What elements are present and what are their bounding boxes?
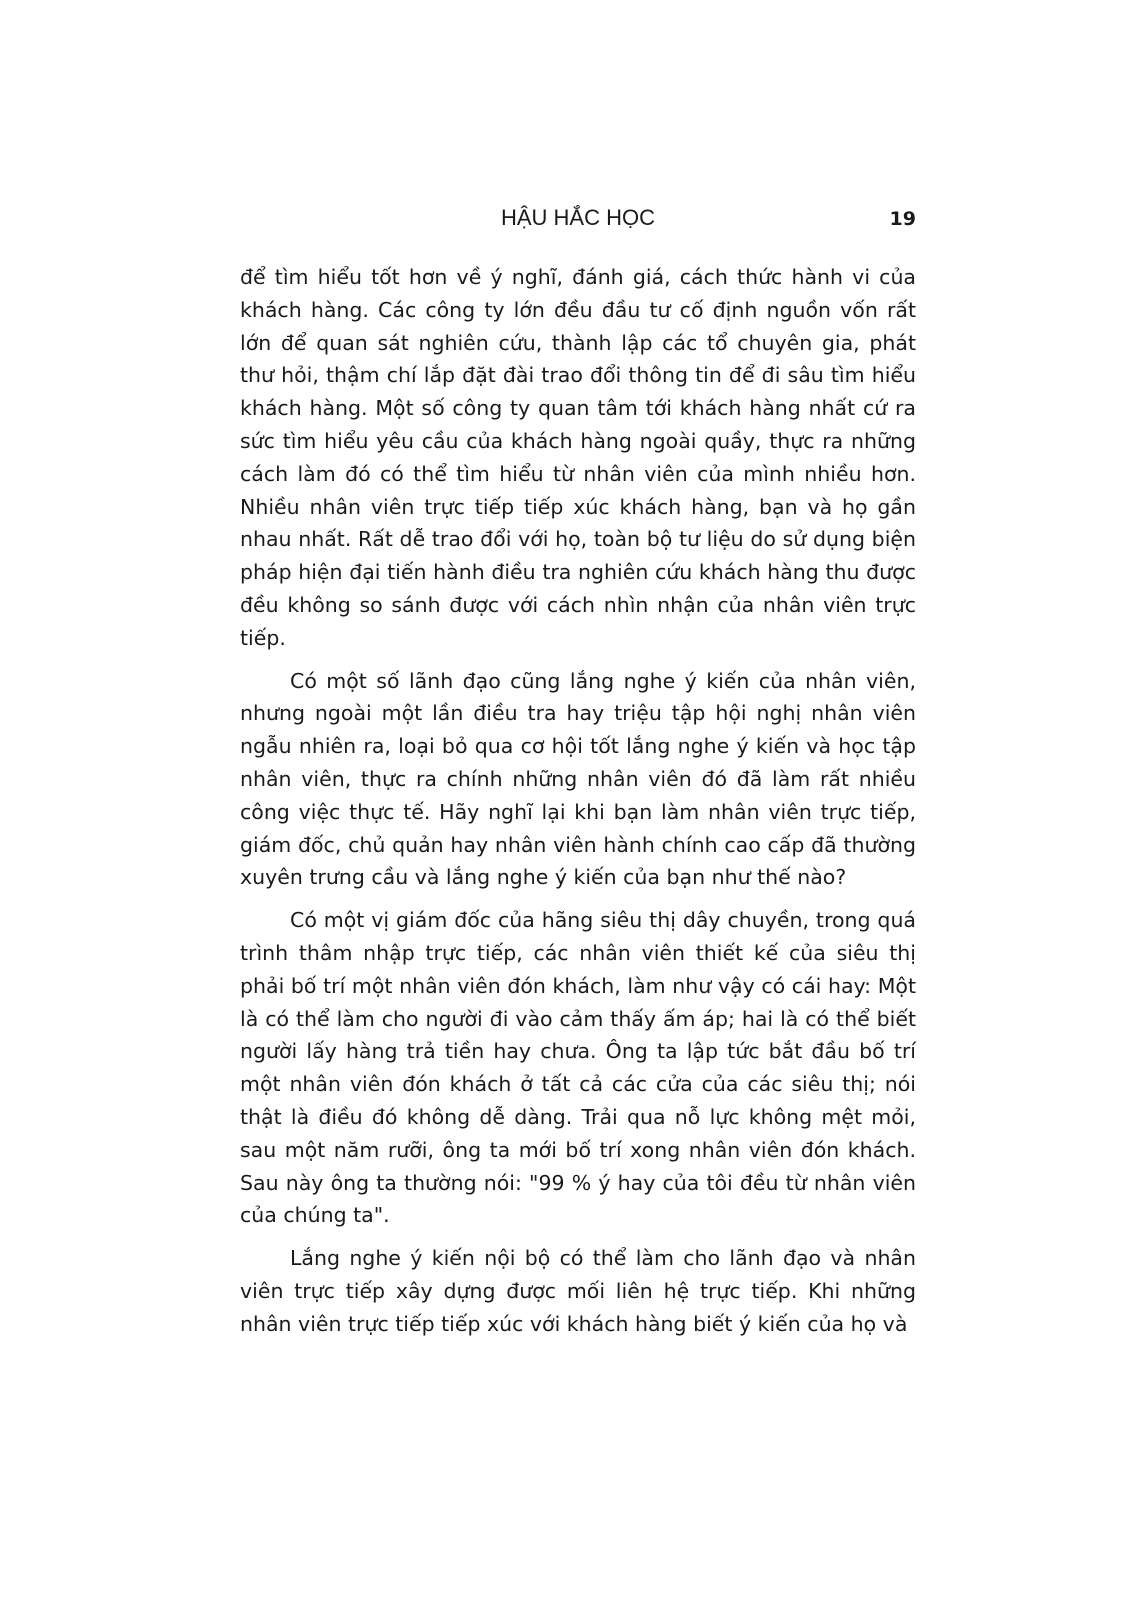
paragraph-4: Lắng nghe ý kiến nội bộ có thể làm cho lãnh đạo và nhân viên trực tiếp xây dựng được mối liên hệ trực tiếp. Khi những nhân viên trực tiếp tiếp xúc với khách hàng biết ý kiến của họ và [240, 1246, 916, 1336]
body-text [240, 261, 916, 1351]
running-title: HẬU HẮC HỌC [500, 205, 655, 230]
paragraph-3: Có một vị giám đốc của hãng siêu thị dây chuyền, trong quá trình thâm nhập trực tiếp, các nhân viên thiết kế của siêu thị phải bố trí một nhân viên đón khách, làm như vậy có cái hay: Một là có thể làm cho người đi vào cảm thấy ấm áp; hai là có thể biết người lấy hàng trả tiền hay chưa. Ông ta lập tức bắt đầu bố trí một nhân viên đón khách ở tất cả các cửa của các siêu thị; nói thật là điều đó không dễ dàng. Trải qua nỗ lực không mệt mỏi, sau một năm rưỡi, ông ta mới bố trí xong nhân viên đón khách. Sau này ông ta thường nói: "99 % ý hay của tôi đều từ nhân viên của chúng ta". [240, 908, 916, 1228]
paragraph-2: Có một số lãnh đạo cũng lắng nghe ý kiến của nhân viên, nhưng ngoài một lần điều tra hay triệu tập hội nghị nhân viên ngẫu nhiên ra, loại bỏ qua cơ hội tốt lắng nghe ý kiến và học tập nhân viên, thực ra chính những nhân viên đó đã làm rất nhiều công việc thực tế. Hãy nghĩ lại khi bạn làm nhân viên trực tiếp, giám đốc, chủ quản hay nhân viên hành chính cao cấp đã thường xuyên trưng cầu và lắng nghe ý kiến của bạn như thế nào? [240, 668, 916, 890]
paragraph-1: để tìm hiểu tốt hơn về ý nghĩ, đánh giá, cách thức hành vi của khách hàng. Các công ty lớn đều đầu tư cố định nguồn vốn rất lớn để quan sát nghiên cứu, thành lập các tổ chuyên gia, phát thư hỏi, thậm chí lắp đặt đài trao đổi thông tin để đi sâu tìm hiểu khách hàng. Một số công ty quan tâm tới khách hàng nhất cứ ra sức tìm hiểu yêu cầu của khách hàng ngoài quầy, thực ra những cách làm đó có thể tìm hiểu từ nhân viên của mình nhiều hơn. Nhiều nhân viên trực tiếp tiếp xúc khách hàng, bạn và họ gần nhau nhất. Rất dễ trao đổi với họ, toàn bộ tư liệu do sử dụng biện pháp hiện đại tiến hành điều tra nghiên cứu khách hàng thu được đều không so sánh được với cách nhìn nhận của nhân viên trực tiếp. [240, 265, 916, 650]
page-number: 19 [889, 208, 916, 230]
page-header [240, 203, 916, 237]
